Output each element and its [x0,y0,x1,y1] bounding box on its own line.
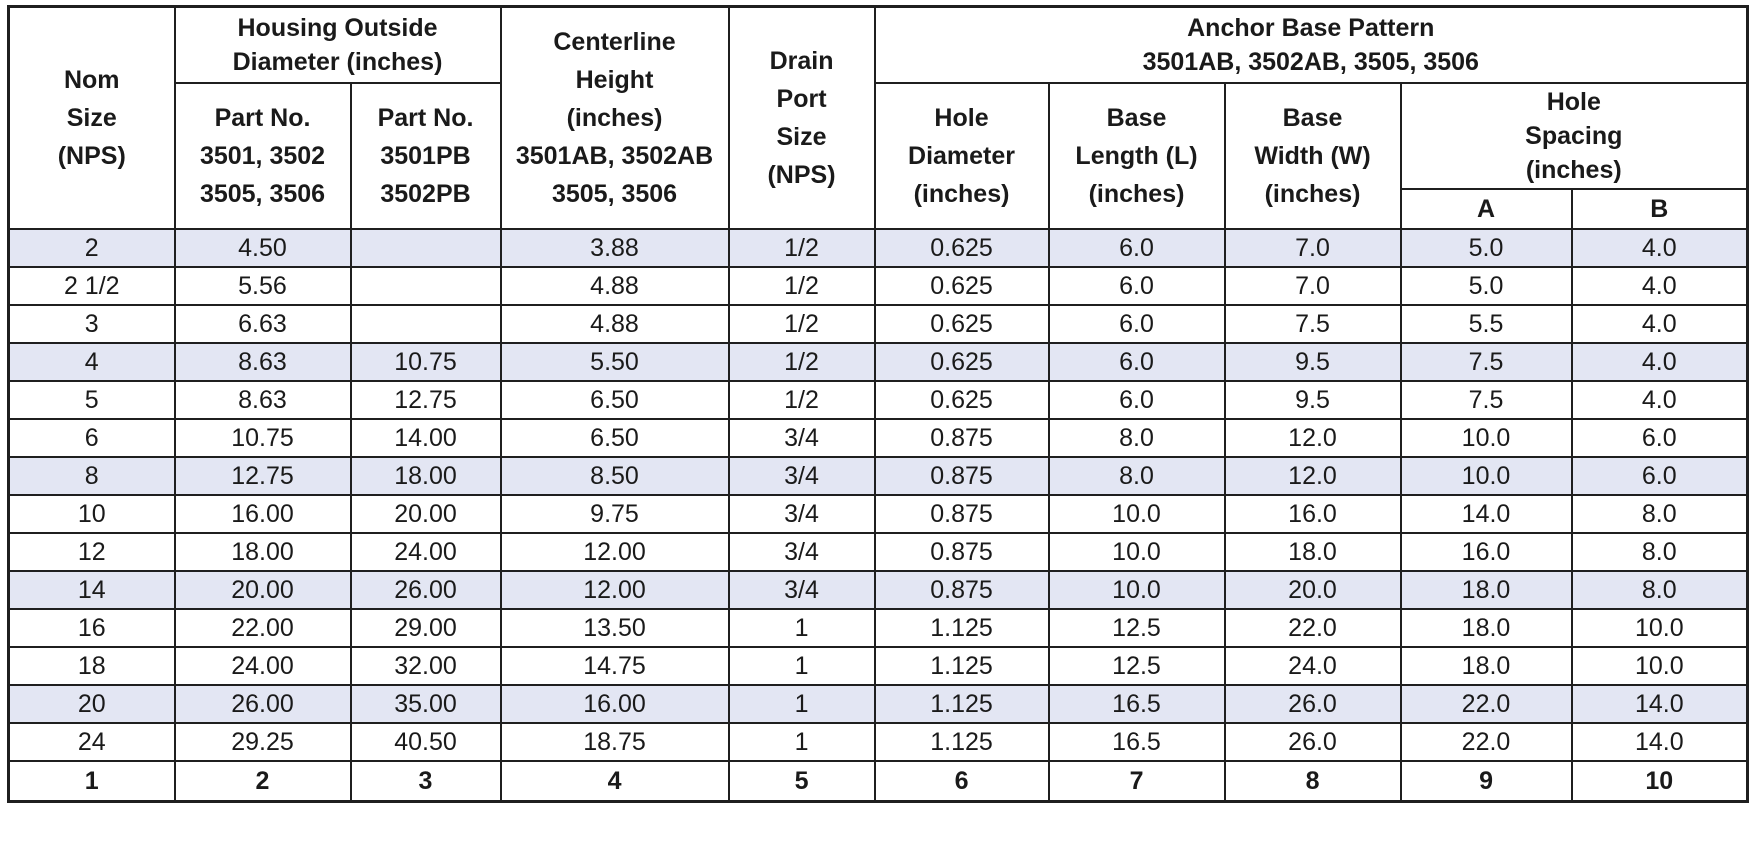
dimension-spec-table [7,5,1749,803]
hole-spacing-b-cell: 14.0 [1572,723,1748,761]
housing-od-pb-cell: 18.00 [351,457,501,495]
table-row [9,533,1748,571]
hole-spacing-b-cell: 14.0 [1572,685,1748,723]
centerline-height-cell: 14.75 [501,647,729,685]
centerline-height-cell: 13.50 [501,609,729,647]
housing-od-3501-cell: 29.25 [175,723,351,761]
hole-diameter-cell: 1.125 [875,609,1049,647]
housing-od-3501-cell: 8.63 [175,343,351,381]
column-number-cell: 8 [1225,761,1401,802]
hole-spacing-a-cell: 7.5 [1401,381,1572,419]
hole-spacing-a-cell: 22.0 [1401,685,1572,723]
hole-spacing-b-cell: 4.0 [1572,267,1748,305]
housing-od-3501-cell: 16.00 [175,495,351,533]
drain-port-size-cell: 3/4 [729,533,875,571]
base-width-cell: 9.5 [1225,343,1401,381]
base-width-cell: 18.0 [1225,533,1401,571]
base-width-cell: 16.0 [1225,495,1401,533]
hole-diameter-cell: 0.875 [875,495,1049,533]
housing-od-3501-cell: 18.00 [175,533,351,571]
hole-spacing-a-cell: 10.0 [1401,457,1572,495]
base-length-cell: 10.0 [1049,533,1225,571]
hole-spacing-a-cell: 18.0 [1401,647,1572,685]
housing-od-pb-cell: 35.00 [351,685,501,723]
housing-od-3501-cell: 12.75 [175,457,351,495]
hole-spacing-b-cell: 8.0 [1572,533,1748,571]
nom-size-cell: 24 [9,723,175,761]
hole-diameter-cell: 0.875 [875,533,1049,571]
nom-size-cell: 6 [9,419,175,457]
housing-od-3501-cell: 4.50 [175,229,351,267]
base-width-cell: 24.0 [1225,647,1401,685]
housing-od-pb-cell: 32.00 [351,647,501,685]
housing-od-3501-cell: 5.56 [175,267,351,305]
column-number-cell: 9 [1401,761,1572,802]
housing-od-pb-cell: 40.50 [351,723,501,761]
drain-port-size-cell: 1/2 [729,343,875,381]
column-number-cell: 5 [729,761,875,802]
housing-od-pb-cell [351,267,501,305]
base-length-header: Base Length (L) (inches) [1049,83,1225,229]
drain-port-size-cell: 1 [729,647,875,685]
base-length-cell: 12.5 [1049,647,1225,685]
hole-diameter-cell: 0.625 [875,381,1049,419]
base-length-cell: 12.5 [1049,609,1225,647]
column-number-cell: 2 [175,761,351,802]
centerline-height-cell: 12.00 [501,533,729,571]
drain-port-size-cell: 3/4 [729,571,875,609]
centerline-height-header: Centerline Height (inches) 3501AB, 3502AB 3505, 3506 [501,7,729,230]
nom-size-cell: 4 [9,343,175,381]
table-body [9,229,1748,761]
hole-diameter-cell: 1.125 [875,685,1049,723]
hole-diameter-cell: 0.875 [875,419,1049,457]
base-length-cell: 10.0 [1049,495,1225,533]
drain-port-size-cell: 3/4 [729,419,875,457]
table-row [9,381,1748,419]
table-row [9,723,1748,761]
drain-port-size-cell: 1 [729,685,875,723]
nom-size-cell: 5 [9,381,175,419]
housing-od-3501-cell: 22.00 [175,609,351,647]
hole-spacing-b-cell: 10.0 [1572,647,1748,685]
base-length-cell: 6.0 [1049,343,1225,381]
centerline-height-cell: 8.50 [501,457,729,495]
nom-size-cell: 10 [9,495,175,533]
centerline-height-cell: 3.88 [501,229,729,267]
base-width-cell: 12.0 [1225,419,1401,457]
table-row [9,609,1748,647]
base-width-cell: 7.0 [1225,229,1401,267]
hole-spacing-a-cell: 16.0 [1401,533,1572,571]
column-number-row [9,761,1748,802]
base-width-cell: 7.0 [1225,267,1401,305]
base-length-cell: 6.0 [1049,229,1225,267]
nom-size-cell: 8 [9,457,175,495]
hole-spacing-b-cell: 10.0 [1572,609,1748,647]
hole-spacing-b-cell: 8.0 [1572,495,1748,533]
housing-part-pb-header: Part No. 3501PB 3502PB [351,83,501,229]
centerline-height-cell: 12.00 [501,571,729,609]
hole-diameter-cell: 0.625 [875,305,1049,343]
hole-spacing-b-cell: 6.0 [1572,457,1748,495]
base-length-cell: 10.0 [1049,571,1225,609]
table-row [9,571,1748,609]
base-length-cell: 8.0 [1049,457,1225,495]
hole-spacing-b-cell: 4.0 [1572,343,1748,381]
table-row [9,229,1748,267]
nom-size-cell: 14 [9,571,175,609]
centerline-height-cell: 5.50 [501,343,729,381]
housing-od-3501-cell: 10.75 [175,419,351,457]
hole-diameter-header: Hole Diameter (inches) [875,83,1049,229]
drain-port-size-cell: 3/4 [729,495,875,533]
hole-spacing-a-cell: 7.5 [1401,343,1572,381]
nom-size-cell: 16 [9,609,175,647]
drain-port-size-cell: 3/4 [729,457,875,495]
base-length-cell: 16.5 [1049,685,1225,723]
base-length-cell: 16.5 [1049,723,1225,761]
hole-spacing-a-header: A [1401,189,1572,229]
hole-diameter-cell: 1.125 [875,723,1049,761]
centerline-height-cell: 4.88 [501,305,729,343]
column-number-cell: 6 [875,761,1049,802]
housing-od-pb-cell [351,305,501,343]
column-number-cell: 3 [351,761,501,802]
hole-spacing-b-cell: 4.0 [1572,381,1748,419]
hole-diameter-cell: 0.625 [875,229,1049,267]
base-length-cell: 6.0 [1049,305,1225,343]
nom-size-header: Nom Size (NPS) [9,7,175,230]
base-length-cell: 8.0 [1049,419,1225,457]
nom-size-cell: 20 [9,685,175,723]
table-row [9,419,1748,457]
centerline-height-cell: 4.88 [501,267,729,305]
housing-od-pb-cell: 24.00 [351,533,501,571]
drain-port-size-cell: 1/2 [729,229,875,267]
centerline-height-cell: 18.75 [501,723,729,761]
table-row [9,267,1748,305]
anchor-base-pattern-group-header: Anchor Base Pattern 3501AB, 3502AB, 3505, 3506 [875,7,1748,84]
base-width-cell: 26.0 [1225,685,1401,723]
nom-size-cell: 12 [9,533,175,571]
hole-diameter-cell: 0.625 [875,267,1049,305]
hole-diameter-cell: 0.625 [875,343,1049,381]
base-length-cell: 6.0 [1049,267,1225,305]
centerline-height-cell: 16.00 [501,685,729,723]
table-row [9,495,1748,533]
housing-od-3501-cell: 6.63 [175,305,351,343]
base-width-cell: 7.5 [1225,305,1401,343]
housing-od-pb-cell: 10.75 [351,343,501,381]
column-number-cell: 10 [1572,761,1748,802]
drain-port-size-cell: 1 [729,723,875,761]
column-number-cell: 1 [9,761,175,802]
table-row [9,457,1748,495]
column-number-cell: 4 [501,761,729,802]
hole-diameter-cell: 1.125 [875,647,1049,685]
hole-spacing-a-cell: 5.0 [1401,229,1572,267]
housing-od-pb-cell: 20.00 [351,495,501,533]
housing-od-pb-cell: 12.75 [351,381,501,419]
hole-spacing-b-cell: 6.0 [1572,419,1748,457]
table-row [9,305,1748,343]
header-row-1 [9,7,1748,84]
base-width-cell: 26.0 [1225,723,1401,761]
table-row [9,343,1748,381]
hole-spacing-a-cell: 5.5 [1401,305,1572,343]
drain-port-size-header: Drain Port Size (NPS) [729,7,875,230]
hole-diameter-cell: 0.875 [875,571,1049,609]
hole-spacing-a-cell: 10.0 [1401,419,1572,457]
hole-diameter-cell: 0.875 [875,457,1049,495]
base-width-cell: 20.0 [1225,571,1401,609]
column-number-cell: 7 [1049,761,1225,802]
centerline-height-cell: 6.50 [501,381,729,419]
base-width-cell: 22.0 [1225,609,1401,647]
housing-od-pb-cell [351,229,501,267]
nom-size-cell: 18 [9,647,175,685]
nom-size-cell: 2 [9,229,175,267]
housing-od-pb-cell: 29.00 [351,609,501,647]
housing-od-3501-cell: 26.00 [175,685,351,723]
base-length-cell: 6.0 [1049,381,1225,419]
base-width-cell: 9.5 [1225,381,1401,419]
base-width-header: Base Width (W) (inches) [1225,83,1401,229]
table-row [9,647,1748,685]
hole-spacing-b-cell: 4.0 [1572,229,1748,267]
housing-od-3501-cell: 24.00 [175,647,351,685]
base-width-cell: 12.0 [1225,457,1401,495]
spec-table-container [7,5,1746,803]
centerline-height-cell: 6.50 [501,419,729,457]
hole-spacing-b-cell: 8.0 [1572,571,1748,609]
nom-size-cell: 3 [9,305,175,343]
housing-diameter-group-header: Housing Outside Diameter (inches) [175,7,501,84]
hole-spacing-a-cell: 18.0 [1401,571,1572,609]
drain-port-size-cell: 1 [729,609,875,647]
nom-size-cell: 2 1/2 [9,267,175,305]
drain-port-size-cell: 1/2 [729,305,875,343]
housing-od-3501-cell: 20.00 [175,571,351,609]
hole-spacing-b-header: B [1572,189,1748,229]
hole-spacing-a-cell: 18.0 [1401,609,1572,647]
hole-spacing-a-cell: 5.0 [1401,267,1572,305]
drain-port-size-cell: 1/2 [729,381,875,419]
hole-spacing-a-cell: 22.0 [1401,723,1572,761]
hole-spacing-header: Hole Spacing (inches) [1401,83,1748,189]
hole-spacing-b-cell: 4.0 [1572,305,1748,343]
centerline-height-cell: 9.75 [501,495,729,533]
housing-od-3501-cell: 8.63 [175,381,351,419]
table-row [9,685,1748,723]
housing-od-pb-cell: 26.00 [351,571,501,609]
hole-spacing-a-cell: 14.0 [1401,495,1572,533]
housing-od-pb-cell: 14.00 [351,419,501,457]
drain-port-size-cell: 1/2 [729,267,875,305]
header-row-2 [9,83,1748,189]
housing-part-3501-3502-header: Part No. 3501, 3502 3505, 3506 [175,83,351,229]
